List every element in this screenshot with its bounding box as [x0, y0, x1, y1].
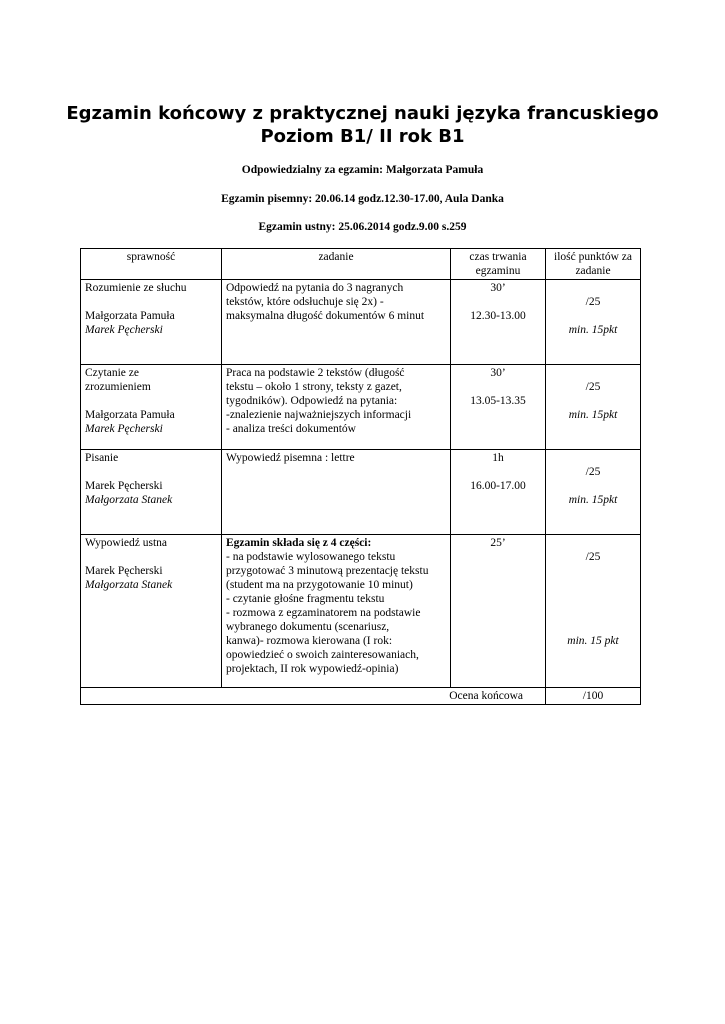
skill-label: zrozumieniem: [85, 381, 151, 393]
min-points: min. 15pkt: [568, 409, 618, 421]
points-value: /25: [585, 466, 601, 478]
time-range: 12.30-13.00: [470, 310, 526, 322]
task-line: wybranego dokumentu (scenariusz,: [226, 621, 390, 633]
skill-cell: [81, 365, 222, 450]
points-cell: [546, 365, 641, 450]
examiner-2: Małgorzata Stanek: [85, 494, 173, 506]
task-heading: Egzamin składa się z 4 części:: [226, 537, 372, 549]
task-line: opowiedzieć o swoich zainteresowaniach,: [226, 649, 419, 661]
task-cell: [222, 365, 451, 450]
task-cell: [222, 280, 451, 365]
final-grade-label: Ocena końcowa: [81, 688, 546, 705]
table-header-row: [81, 249, 641, 280]
task-line: maksymalna długość dokumentów 6 minut: [226, 310, 425, 322]
examiner-1: Marek Pęcherski: [85, 565, 163, 577]
duration-value: 1h: [492, 452, 504, 464]
min-points: min. 15 pkt: [567, 635, 619, 647]
examiner-2: Marek Pęcherski: [85, 324, 163, 336]
duration-cell: [451, 280, 546, 365]
points-value: /25: [585, 551, 601, 563]
duration-value: 25’: [490, 537, 506, 549]
duration-value: 30’: [490, 367, 506, 379]
task-line: przygotować 3 minutową prezentację tekstu: [226, 565, 429, 577]
table-row: [81, 365, 641, 450]
task-line: projektach, II rok wypowiedź-opinia): [226, 663, 399, 675]
skill-label: Rozumienie ze słuchu: [85, 282, 187, 294]
duration-value: 30’: [490, 282, 506, 294]
task-line: Praca na podstawie 2 tekstów (długość: [226, 367, 405, 379]
duration-cell: [451, 450, 546, 535]
time-range: 16.00-17.00: [470, 480, 526, 492]
examiner-2: Małgorzata Stanek: [85, 579, 173, 591]
time-range: 13.05-13.35: [470, 395, 526, 407]
duration-cell: [451, 535, 546, 688]
oral-exam-info: Egzamin ustny: 25.06.2014 godz.9.00 s.259: [258, 221, 467, 233]
table-footer-row: [81, 688, 641, 705]
points-value: /25: [585, 381, 601, 393]
skill-cell: [81, 450, 222, 535]
header-skill: sprawność: [81, 249, 222, 280]
written-exam-info: Egzamin pisemny: 20.06.14 godz.12.30-17.00, Aula Danka: [221, 193, 504, 205]
task-line: kanwa)- rozmowa kierowana (I rok:: [226, 635, 393, 647]
final-grade-total: /100: [546, 688, 641, 705]
points-cell: [546, 280, 641, 365]
task-line: (student ma na przygotowanie 10 minut): [226, 579, 413, 591]
skill-label: Pisanie: [85, 452, 119, 464]
task-cell: [222, 535, 451, 688]
table-row: [81, 450, 641, 535]
skill-label: Czytanie ze: [85, 367, 139, 379]
document-title-line2: Poziom B1/ II rok B1: [260, 126, 465, 147]
examiner-2: Marek Pęcherski: [85, 423, 163, 435]
skill-cell: [81, 535, 222, 688]
skill-cell: [81, 280, 222, 365]
task-cell: [222, 450, 451, 535]
examiner-1: Małgorzata Pamuła: [85, 310, 175, 322]
task-line: -znalezienie najważniejszych informacji: [226, 409, 412, 421]
task-line: Odpowiedź na pytania do 3 nagranych: [226, 282, 404, 294]
task-line: tekstów, które odsłuchuje się 2x) -: [226, 296, 384, 308]
task-line: - rozmowa z egzaminatorem na podstawie: [226, 607, 421, 619]
task-line: - analiza treści dokumentów: [226, 423, 356, 435]
task-line: Wypowiedź pisemna : lettre: [226, 452, 355, 464]
header-duration: czas trwania egzaminu: [451, 249, 546, 280]
points-value: /25: [585, 296, 601, 308]
task-line: - na podstawie wylosowanego tekstu: [226, 551, 396, 563]
header-task: zadanie: [222, 249, 451, 280]
points-cell: [546, 450, 641, 535]
document-title-line1: Egzamin końcowy z praktycznej nauki języka francuskiego: [66, 103, 659, 124]
task-line: tekstu – około 1 strony, teksty z gazet,: [226, 381, 402, 393]
examiner-1: Małgorzata Pamuła: [85, 409, 175, 421]
duration-cell: [451, 365, 546, 450]
min-points: min. 15pkt: [568, 324, 618, 336]
responsible-person: Odpowiedzialny za egzamin: Małgorzata Pamuła: [241, 164, 484, 176]
header-points: ilość punktów za zadanie: [546, 249, 641, 280]
examiner-1: Marek Pęcherski: [85, 480, 163, 492]
exam-table: [80, 248, 641, 705]
task-line: - czytanie głośne fragmentu tekstu: [226, 593, 385, 605]
table-row: [81, 535, 641, 688]
task-line: tygodników). Odpowiedź na pytania:: [226, 395, 398, 407]
points-cell: [546, 535, 641, 688]
skill-label: Wypowiedź ustna: [85, 537, 168, 549]
table-row: [81, 280, 641, 365]
min-points: min. 15pkt: [568, 494, 618, 506]
